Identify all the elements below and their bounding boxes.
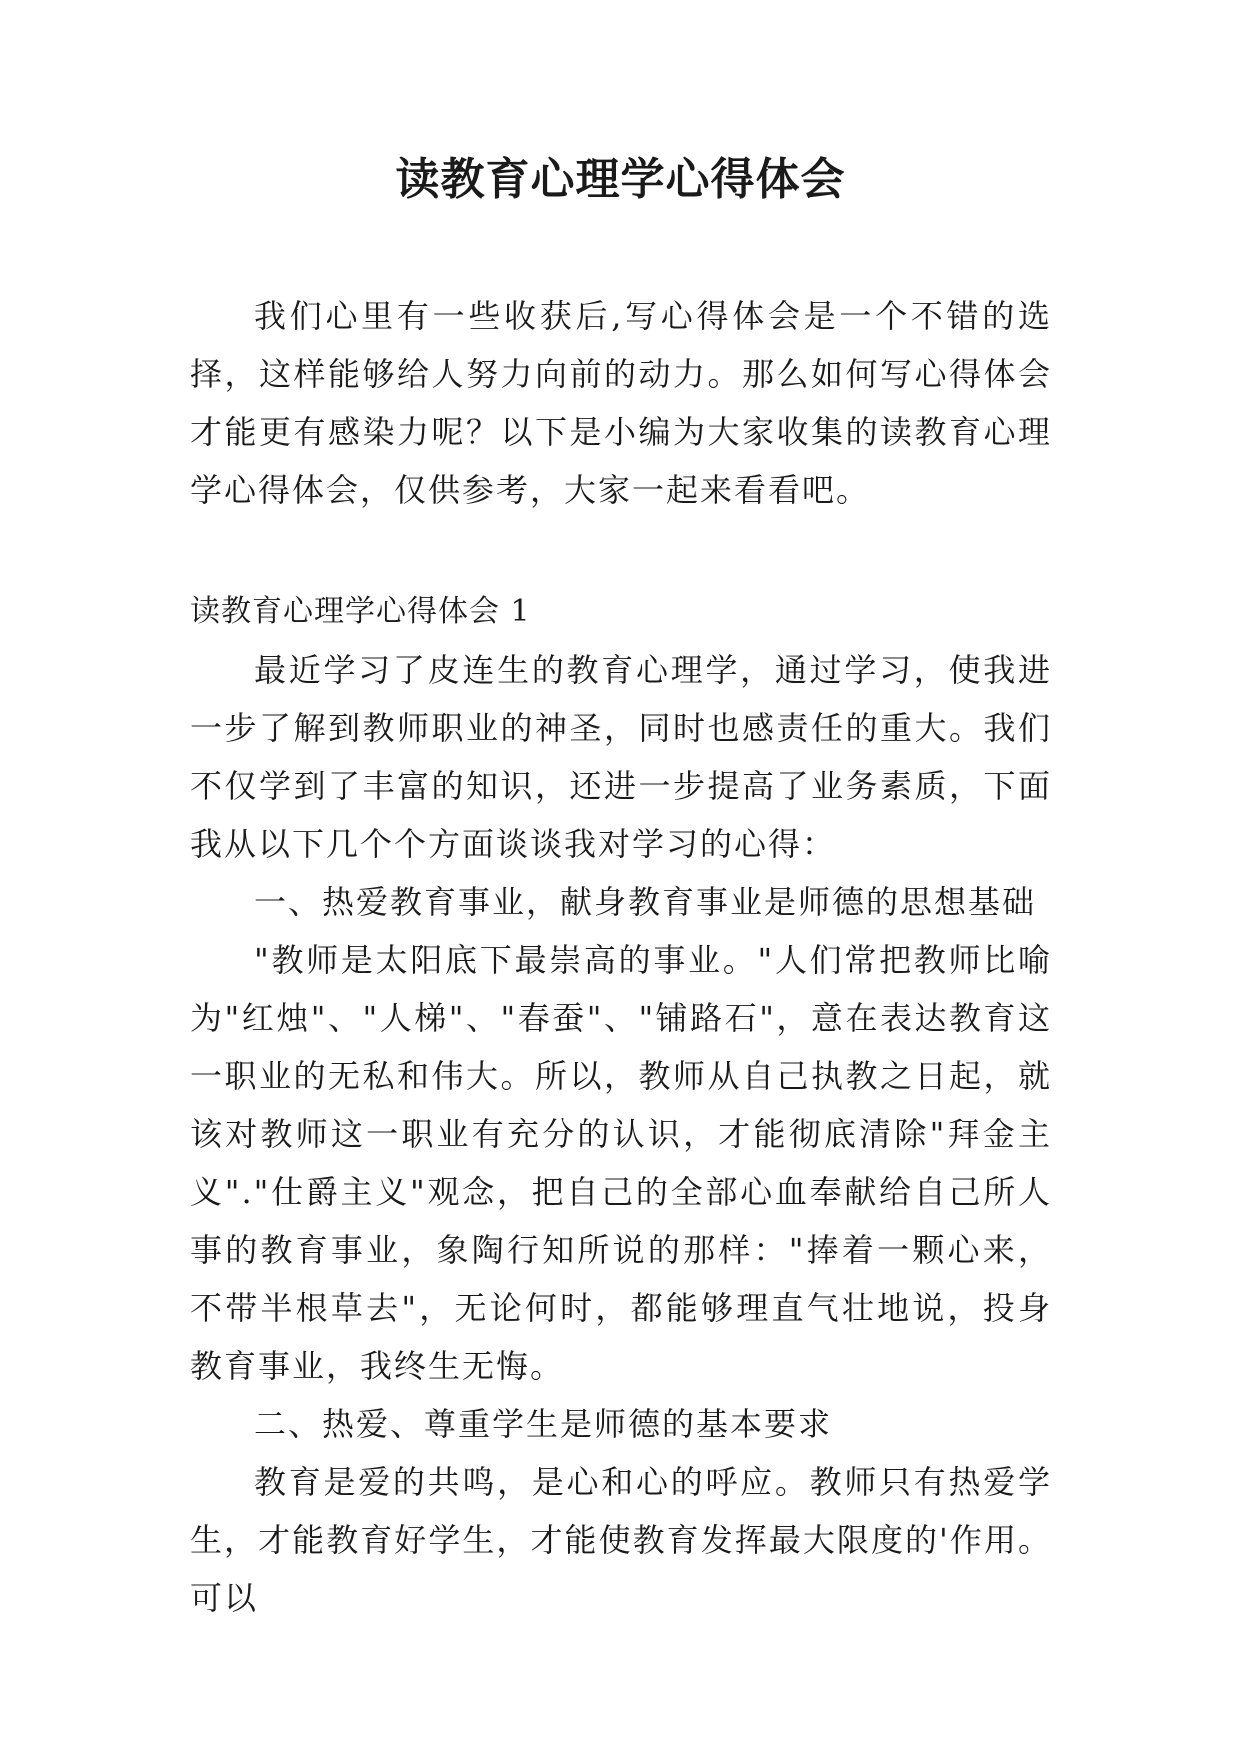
body-paragraph: "教师是太阳底下最崇高的事业。"人们常把教师比喻为"红烛"、"人梯"、"春蚕"、"铺路石"，意在表达教育这一职业的无私和伟大。所以，教师从自己执教之日起，就该对教师这一职业有充分的认识，才能彻底清除"拜金主义"."仕爵主义"观念，把自己的全部心血奉献给自己所人事的教育事业，象陶行知所说的那样："捧着一颗心来，不带半根草去"，无论何时，都能够理直气壮地说，投身教育事业，我终生无悔。 [190,941,1052,1385]
subheading-2: 二、热爱、尊重学生是师德的基本要求 [254,1405,833,1443]
body-paragraph: 教育是爱的共鸣，是心和心的呼应。教师只有热爱学生，才能教育好学生，才能使教育发挥最大限度的'作用。可以 [190,1463,1052,1617]
document-title: 读教育心理学心得体会 [395,154,846,205]
paragraph-spacer [190,519,1052,583]
section-heading: 读教育心理学心得体会 1 [190,594,531,629]
subheading-1: 一、热爱教育事业，献身教育事业是师德的思想基础 [254,883,1037,921]
body-paragraph: 最近学习了皮连生的教育心理学，通过学习，使我进一步了解到教师职业的神圣，同时也感责任的重大。我们不仅学到了丰富的知识，还进一步提高了业务素质，下面我从以下几个个方面谈谈我对学习的心得： [190,651,1052,863]
intro-paragraph: 我们心里有一些收获后,写心得体会是一个不错的选择，这样能够给人努力向前的动力。那么如何写心得体会才能更有感染力呢？以下是小编为大家收集的读教育心理学心得体会，仅供参考，大家一起来看看吧。 [190,297,1052,509]
document-body [190,287,1052,1627]
